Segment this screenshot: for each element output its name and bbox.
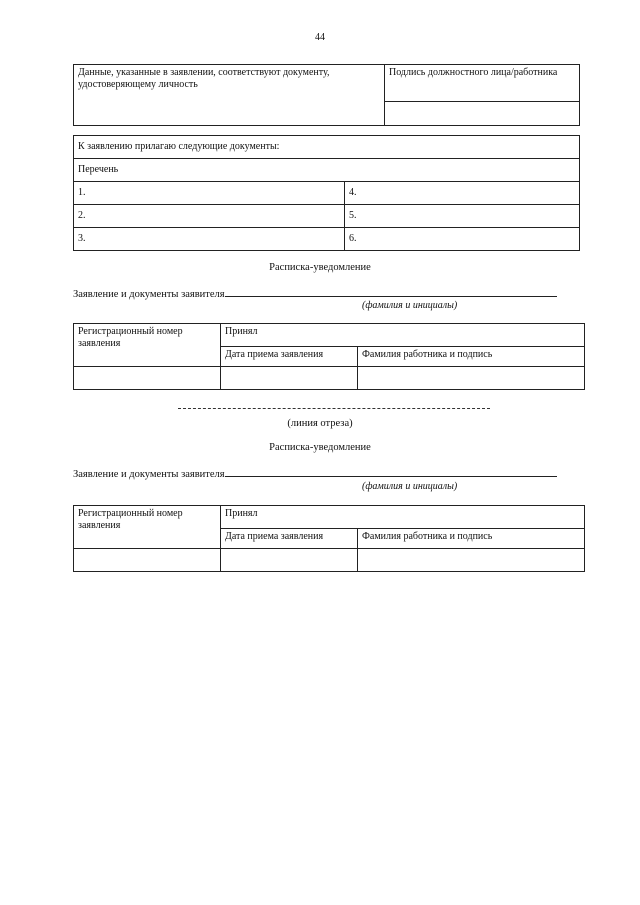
employee-field[interactable] [358,549,585,572]
attachment-item[interactable]: 5. [345,205,580,228]
attachments-list-label: Перечень [74,159,580,182]
date-label: Дата приема заявления [221,528,358,548]
applicant-line [73,466,557,480]
verification-table [73,64,580,126]
accepted-label: Принял [221,324,585,347]
receipt-title: Расписка-уведомление [269,442,371,453]
date-field[interactable] [221,549,358,572]
reg-number-label: Регистрационный номер заявления [74,324,221,367]
applicant-name-field[interactable] [225,466,557,477]
applicant-caption: (фамилия и инициалы) [362,300,458,311]
applicant-label: Заявление и документы заявителя [73,289,225,300]
date-field[interactable] [221,367,358,390]
official-signature-label: Подлись должностного лица/работника [385,65,580,102]
applicant-name-field[interactable] [225,286,557,297]
cut-line-label: (линия отреза) [287,418,353,429]
applicant-caption: (фамилия и инициалы) [362,481,458,492]
attachments-table [73,135,580,251]
accepted-label: Принял [221,506,585,529]
attachment-item[interactable]: 1. [74,182,345,205]
receipt-title: Расписка-уведомление [269,262,371,273]
page-number: 44 [315,32,325,43]
attachment-item[interactable]: 4. [345,182,580,205]
applicant-label: Заявление и документы заявителя [73,469,225,480]
attachment-item[interactable]: 6. [345,228,580,251]
attachments-header: К заявлению прилагаю следующие документы: [74,136,580,159]
applicant-line [73,286,557,300]
verification-text: Данные, указанные в заявлении, соответствуют документу, удостоверяющему личность [74,65,385,126]
reg-number-label: Регистрационный номер заявления [74,506,221,549]
attachment-item[interactable]: 3. [74,228,345,251]
attachment-item[interactable]: 2. [74,205,345,228]
reg-number-field[interactable] [74,549,221,572]
official-signature-field[interactable] [385,101,580,125]
employee-label: Фамилия работника и подпись [358,528,585,548]
employee-field[interactable] [358,367,585,390]
receipt-table [73,505,585,572]
reg-number-field[interactable] [74,367,221,390]
employee-label: Фамилия работника и подпись [358,346,585,366]
cut-line [178,408,490,409]
date-label: Дата приема заявления [221,346,358,366]
receipt-table [73,323,585,390]
